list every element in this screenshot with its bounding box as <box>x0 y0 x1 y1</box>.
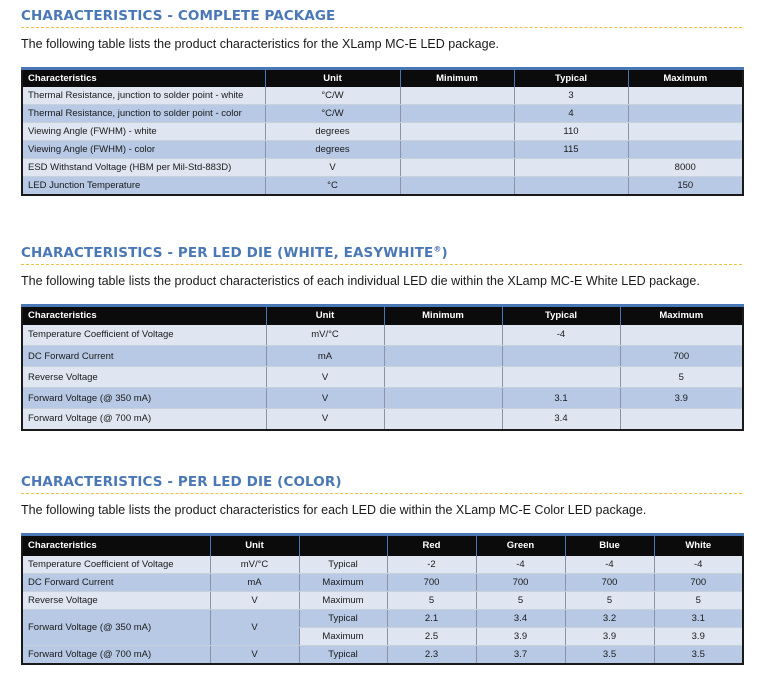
cell-characteristic: Viewing Angle (FWHM) - white <box>22 123 265 141</box>
cell-characteristic: LED Junction Temperature <box>22 177 265 195</box>
table-row <box>22 409 743 430</box>
cell-red: 700 <box>387 574 476 592</box>
cell-green: 5 <box>476 592 565 610</box>
cell-characteristic: Reverse Voltage <box>22 592 210 610</box>
cell-typ: 3.1 <box>502 388 620 409</box>
cell-characteristic: DC Forward Current <box>22 574 210 592</box>
table-header-row <box>22 306 743 325</box>
cell-unit: V <box>210 610 299 646</box>
section-heading-text: CHARACTERISTICS - PER LED DIE (WHITE, EASYWHITE <box>21 245 434 261</box>
section-intro: The following table lists the product characteristics of each individual LED die within the XLamp MC-E White LED package. <box>21 274 700 288</box>
cell-red: 2.1 <box>387 610 476 628</box>
cell-typ: 4 <box>514 105 628 123</box>
cell-white: 5 <box>654 592 743 610</box>
cell-min <box>384 367 502 388</box>
section-per-led-die-color <box>21 472 742 665</box>
cell-typ: 3 <box>514 87 628 105</box>
section-heading-end: ) <box>441 245 448 261</box>
col-header: Unit <box>266 306 384 325</box>
table-row <box>22 646 743 664</box>
col-header: Characteristics <box>22 69 265 87</box>
cell-typ: 110 <box>514 123 628 141</box>
table-row <box>22 123 743 141</box>
section-heading: CHARACTERISTICS - PER LED DIE (COLOR) <box>21 474 342 490</box>
cell-max: 5 <box>620 367 743 388</box>
cell-max <box>628 87 743 105</box>
cell-kind: Typical <box>299 556 387 574</box>
cell-typ: -4 <box>502 325 620 346</box>
cell-min <box>400 105 514 123</box>
cell-min <box>400 141 514 159</box>
cell-max: 3.9 <box>620 388 743 409</box>
cell-typ <box>514 177 628 195</box>
cell-red: 2.3 <box>387 646 476 664</box>
cell-typ: 3.4 <box>502 409 620 430</box>
cell-min <box>384 346 502 367</box>
col-header: Maximum <box>620 306 743 325</box>
complete-package-table <box>21 67 744 196</box>
cell-unit: V <box>266 388 384 409</box>
cell-unit: °C/W <box>265 87 400 105</box>
col-header-green: Green <box>476 535 565 556</box>
cell-unit: mA <box>266 346 384 367</box>
table-row <box>22 610 743 628</box>
cell-max <box>620 409 743 430</box>
col-header: Minimum <box>384 306 502 325</box>
cell-min <box>384 409 502 430</box>
cell-max <box>620 325 743 346</box>
cell-unit: °C <box>265 177 400 195</box>
cell-characteristic: Temperature Coefficient of Voltage <box>22 325 266 346</box>
cell-unit: V <box>210 646 299 664</box>
cell-unit: V <box>210 592 299 610</box>
cell-kind: Typical <box>299 646 387 664</box>
cell-max: 8000 <box>628 159 743 177</box>
section-divider <box>21 493 742 494</box>
cell-kind: Maximum <box>299 628 387 646</box>
cell-min <box>400 177 514 195</box>
cell-white: 3.1 <box>654 610 743 628</box>
cell-typ <box>502 367 620 388</box>
section-heading <box>21 243 742 263</box>
registered-mark: ® <box>433 244 442 254</box>
cell-max <box>628 105 743 123</box>
table-header-row <box>22 69 743 87</box>
cell-characteristic: Thermal Resistance, junction to solder point - color <box>22 105 265 123</box>
cell-kind: Maximum <box>299 592 387 610</box>
table-row <box>22 105 743 123</box>
cell-unit: degrees <box>265 141 400 159</box>
cell-blue: -4 <box>565 556 654 574</box>
table-row <box>22 556 743 574</box>
cell-unit: mV/°C <box>210 556 299 574</box>
cell-min <box>384 325 502 346</box>
cell-characteristic: Forward Voltage (@ 700 mA) <box>22 409 266 430</box>
cell-red: 5 <box>387 592 476 610</box>
cell-unit: °C/W <box>265 105 400 123</box>
cell-green: -4 <box>476 556 565 574</box>
cell-max <box>628 123 743 141</box>
col-header: Unit <box>210 535 299 556</box>
cell-min <box>400 87 514 105</box>
cell-characteristic: Forward Voltage (@ 700 mA) <box>22 646 210 664</box>
cell-characteristic: Forward Voltage (@ 350 mA) <box>22 388 266 409</box>
cell-white: 3.9 <box>654 628 743 646</box>
cell-unit: mV/°C <box>266 325 384 346</box>
col-header <box>299 535 387 556</box>
cell-min <box>384 388 502 409</box>
table-row <box>22 367 743 388</box>
table-row <box>22 574 743 592</box>
cell-max: 150 <box>628 177 743 195</box>
col-header: Characteristics <box>22 535 210 556</box>
table-row <box>22 177 743 195</box>
table-row <box>22 388 743 409</box>
cell-blue: 3.5 <box>565 646 654 664</box>
cell-characteristic: ESD Withstand Voltage (HBM per Mil-Std-883D) <box>22 159 265 177</box>
cell-characteristic: DC Forward Current <box>22 346 266 367</box>
col-header-red: Red <box>387 535 476 556</box>
table-row <box>22 141 743 159</box>
cell-typ <box>514 159 628 177</box>
section-divider <box>21 27 742 28</box>
table-row <box>22 159 743 177</box>
table-header-row <box>22 535 743 556</box>
section-intro: The following table lists the product characteristics for each LED die within the XLamp MC-E Color LED package. <box>21 503 647 517</box>
cell-kind: Typical <box>299 610 387 628</box>
cell-unit: degrees <box>265 123 400 141</box>
cell-white: 3.5 <box>654 646 743 664</box>
cell-characteristic: Temperature Coefficient of Voltage <box>22 556 210 574</box>
cell-min <box>400 123 514 141</box>
col-header: Maximum <box>628 69 743 87</box>
per-led-die-color-table <box>21 533 744 665</box>
col-header: Minimum <box>400 69 514 87</box>
cell-white: -4 <box>654 556 743 574</box>
cell-blue: 5 <box>565 592 654 610</box>
table-row <box>22 346 743 367</box>
cell-green: 3.4 <box>476 610 565 628</box>
col-header: Typical <box>514 69 628 87</box>
cell-red: 2.5 <box>387 628 476 646</box>
col-header-white: White <box>654 535 743 556</box>
cell-white: 700 <box>654 574 743 592</box>
cell-blue: 3.9 <box>565 628 654 646</box>
cell-max: 700 <box>620 346 743 367</box>
section-complete-package <box>21 6 742 196</box>
cell-characteristic: Forward Voltage (@ 350 mA) <box>22 610 210 646</box>
cell-unit: V <box>266 367 384 388</box>
table-row <box>22 87 743 105</box>
cell-characteristic: Thermal Resistance, junction to solder point - white <box>22 87 265 105</box>
cell-blue: 3.2 <box>565 610 654 628</box>
table-row <box>22 325 743 346</box>
section-intro: The following table lists the product characteristics for the XLamp MC-E LED package. <box>21 37 499 51</box>
cell-typ <box>502 346 620 367</box>
section-per-led-die-white <box>21 243 742 431</box>
cell-kind: Maximum <box>299 574 387 592</box>
cell-unit: V <box>266 409 384 430</box>
cell-characteristic: Viewing Angle (FWHM) - color <box>22 141 265 159</box>
table-row <box>22 592 743 610</box>
cell-green: 3.9 <box>476 628 565 646</box>
cell-red: -2 <box>387 556 476 574</box>
section-divider <box>21 264 742 265</box>
cell-green: 3.7 <box>476 646 565 664</box>
cell-min <box>400 159 514 177</box>
section-heading: CHARACTERISTICS - COMPLETE PACKAGE <box>21 8 336 24</box>
cell-max <box>628 141 743 159</box>
col-header: Characteristics <box>22 306 266 325</box>
col-header-blue: Blue <box>565 535 654 556</box>
col-header: Typical <box>502 306 620 325</box>
per-led-die-white-table <box>21 304 744 431</box>
cell-characteristic: Reverse Voltage <box>22 367 266 388</box>
cell-unit: V <box>265 159 400 177</box>
cell-typ: 115 <box>514 141 628 159</box>
cell-unit: mA <box>210 574 299 592</box>
cell-green: 700 <box>476 574 565 592</box>
cell-blue: 700 <box>565 574 654 592</box>
col-header: Unit <box>265 69 400 87</box>
